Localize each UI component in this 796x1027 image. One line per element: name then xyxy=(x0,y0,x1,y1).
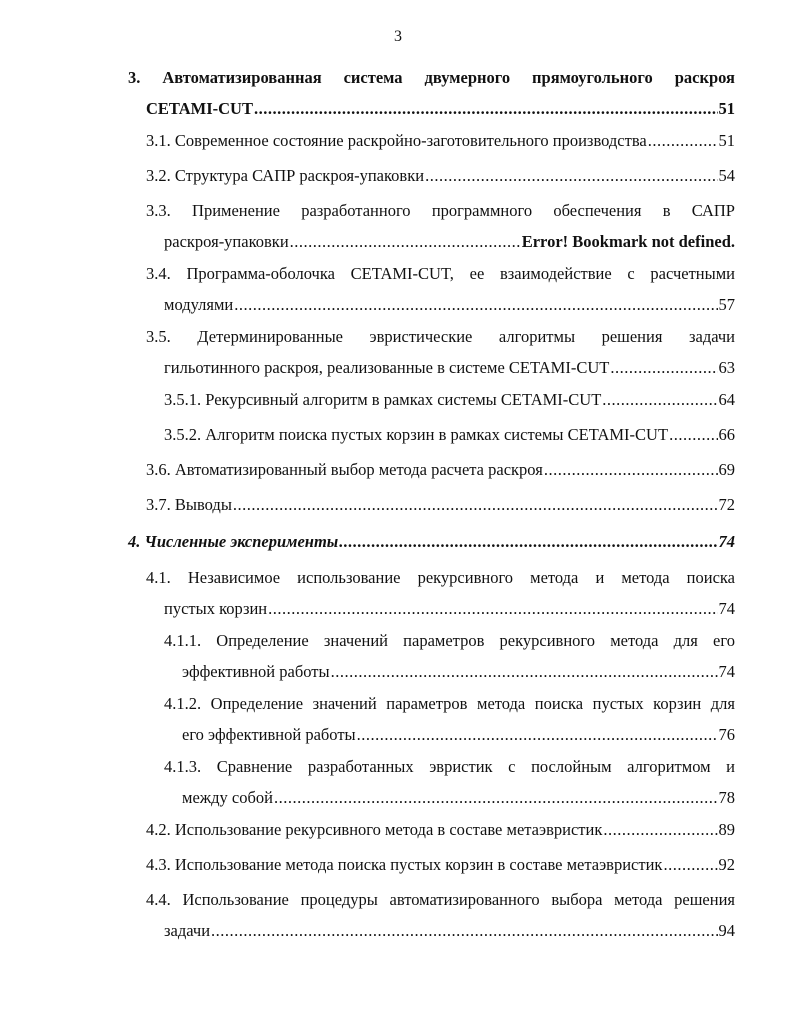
dot-leader xyxy=(290,226,521,257)
toc-page-number: 92 xyxy=(718,855,735,874)
toc-entry-title: 4.1.1. Определение значений параметров рекурсивного метода для его xyxy=(164,631,735,650)
toc-entry-3-5[interactable] xyxy=(146,321,735,383)
toc-page-number: 51 xyxy=(718,99,735,118)
toc-page-error: Error! Bookmark not defined. xyxy=(521,232,735,251)
dot-leader xyxy=(274,782,718,813)
toc-entry-4-1-3[interactable] xyxy=(164,751,735,813)
toc-entry-title: 3.5.2. Алгоритм поиска пустых корзин в рамках системы CETAMI-CUT xyxy=(164,425,669,444)
toc-entry-4-1-1[interactable] xyxy=(164,625,735,687)
toc-entry-title: 4.1. Независимое использование рекурсивного метода и метода поиска xyxy=(146,568,735,587)
toc-entry-4-2[interactable] xyxy=(146,814,735,845)
toc-page-number: 51 xyxy=(718,131,735,150)
toc-entry-title-cont: модулями xyxy=(164,295,234,314)
toc-page-number: 94 xyxy=(718,921,735,940)
toc-entry-title-cont: его эффективной работы xyxy=(182,725,356,744)
toc-entry-title: 4.1.2. Определение значений параметров метода поиска пустых корзин для xyxy=(164,694,735,713)
dot-leader xyxy=(331,656,718,687)
toc-entry-4[interactable] xyxy=(128,526,735,557)
toc-entry-3[interactable] xyxy=(128,62,735,124)
toc-entry-title-cont: раскроя-упаковки xyxy=(164,232,289,251)
page-number: 3 xyxy=(394,28,402,45)
toc-entry-title: 3.2. Структура САПР раскроя-упаковки xyxy=(146,166,425,185)
toc-entry-title: 3.5.1. Рекурсивный алгоритм в рамках системы CETAMI-CUT xyxy=(164,390,602,409)
dot-leader xyxy=(339,526,717,557)
toc-entry-title: 4.3. Использование метода поиска пустых корзин в составе метаэвристик xyxy=(146,855,663,874)
toc-entry-title-cont: пустых корзин xyxy=(164,599,268,618)
toc-entry-3-3[interactable] xyxy=(146,195,735,257)
dot-leader xyxy=(602,384,717,415)
toc-entry-title: 4.2. Использование рекурсивного метода в составе метаэвристик xyxy=(146,820,603,839)
toc-entry-4-1[interactable] xyxy=(146,562,735,624)
toc-entry-title: 3. Автоматизированная система двумерного прямоугольного раскроя xyxy=(128,68,735,87)
dot-leader xyxy=(357,719,718,750)
toc-entry-title: 3.3. Применение разработанного программного обеспечения в САПР xyxy=(146,201,735,220)
toc-entry-title: 4.1.3. Сравнение разработанных эвристик с послойным алгоритмом и xyxy=(164,757,735,776)
dot-leader xyxy=(254,93,718,124)
toc-entry-3-5-2[interactable] xyxy=(164,419,735,450)
dot-leader xyxy=(234,289,717,320)
toc-page-number: 54 xyxy=(718,166,735,185)
toc-entry-title: 3.5. Детерминированные эвристические алгоритмы решения задачи xyxy=(146,327,735,346)
toc-entry-title: 4. Численные эксперименты xyxy=(128,532,339,551)
toc-entry-title-cont: гильотинного раскроя, реализованные в системе CETAMI-CUT xyxy=(164,358,610,377)
toc-page-number: 66 xyxy=(718,425,735,444)
toc-entry-4-4[interactable] xyxy=(146,884,735,946)
toc-entry-title: 3.1. Современное состояние раскройно-заготовительного производства xyxy=(146,131,647,150)
dot-leader xyxy=(669,419,717,450)
dot-leader xyxy=(233,489,718,520)
toc-entry-3-7[interactable] xyxy=(146,489,735,520)
toc-page-number: 78 xyxy=(718,788,735,807)
toc-page-number: 76 xyxy=(718,725,735,744)
toc-page-number: 89 xyxy=(718,820,735,839)
toc-page-number: 63 xyxy=(718,358,735,377)
toc-entry-3-2[interactable] xyxy=(146,160,735,191)
dot-leader xyxy=(211,915,717,946)
toc-entry-4-1-2[interactable] xyxy=(164,688,735,750)
toc-entry-title: 4.4. Использование процедуры автоматизированного выбора метода решения xyxy=(146,890,735,909)
toc-page-number: 74 xyxy=(718,599,735,618)
toc-entry-title-cont: задачи xyxy=(164,921,211,940)
dot-leader xyxy=(663,849,717,880)
toc-page-number: 64 xyxy=(718,390,735,409)
toc-entry-title: 3.4. Программа-оболочка CETAMI-CUT, ее взаимодействие с расчетными xyxy=(146,264,735,283)
toc-entry-4-3[interactable] xyxy=(146,849,735,880)
dot-leader xyxy=(603,814,717,845)
toc-page-number: 74 xyxy=(718,532,735,551)
toc-page-number: 57 xyxy=(718,295,735,314)
dot-leader xyxy=(610,352,717,383)
dot-leader xyxy=(425,160,717,191)
dot-leader xyxy=(648,125,718,156)
toc-entry-3-1[interactable] xyxy=(146,125,735,156)
toc-entry-3-4[interactable] xyxy=(146,258,735,320)
toc-entry-3-6[interactable] xyxy=(146,454,735,485)
toc-entry-title-cont: CETAMI-CUT xyxy=(146,99,253,118)
toc-entry-title: 3.7. Выводы xyxy=(146,495,232,514)
toc-entry-title-cont: между собой xyxy=(182,788,273,807)
toc-page-number: 74 xyxy=(718,662,735,681)
toc-entry-title-cont: эффективной работы xyxy=(182,662,330,681)
toc-page-number: 72 xyxy=(718,495,735,514)
toc-entry-3-5-1[interactable] xyxy=(164,384,735,415)
toc-entry-title: 3.6. Автоматизированный выбор метода расчета раскроя xyxy=(146,460,543,479)
dot-leader xyxy=(268,593,717,624)
toc-page-number: 69 xyxy=(718,460,735,479)
dot-leader xyxy=(544,454,718,485)
